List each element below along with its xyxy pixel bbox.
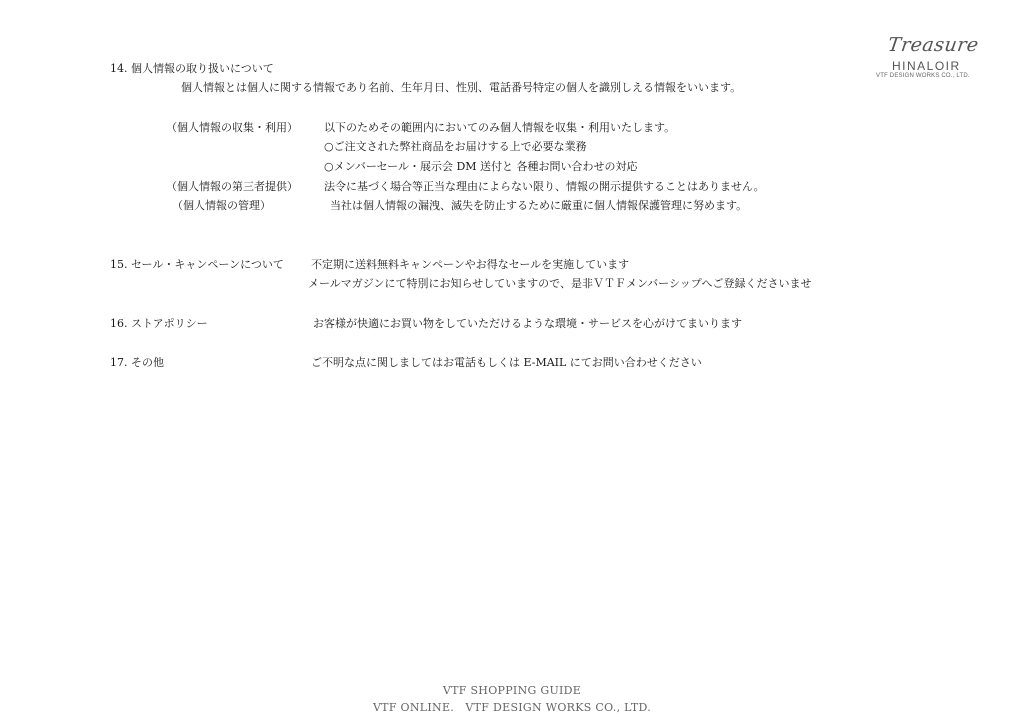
management-text: 当社は個人情報の漏洩、滅失を防止するために厳重に個人情報保護管理に努めます。 [330, 199, 748, 212]
footer-guide-title: VTF SHOPPING GUIDE [442, 684, 582, 697]
store-policy-text: お客様が快適にお買い物をしていただけるような環境・サービスを心がけてまいります [313, 317, 742, 330]
collect-bullet-2: ○メンバーセール・展示会 DM 送付と 各種お問い合わせの対応 [324, 160, 638, 173]
section-16-heading: 16. ストアポリシー [110, 317, 208, 330]
logo-brand-name: HINALOIR [892, 59, 961, 73]
logo-company-name: VTF DESIGN WORKS CO., LTD. [876, 73, 970, 79]
section-17-heading: 17. その他 [110, 356, 164, 369]
section-15-heading: 15. セール・キャンペーンについて [110, 258, 284, 271]
sale-text-2: メールマガジンにて特別にお知らせしていますので、是非ＶＴＦメンバーシップへご登録くださいませ [308, 277, 812, 290]
sale-text-1: 不定期に送料無料キャンペーンやお得なセールを実施しています [311, 258, 630, 271]
section-14-heading: 14. 個人情報の取り扱いについて [110, 62, 274, 75]
privacy-intro: 個人情報とは個人に関する情報であり名前、生年月日、性別、電話番号特定の個人を識別しえる情報をいいます。 [181, 81, 742, 94]
management-label: （個人情報の管理） [172, 199, 271, 212]
logo-script-text: Treasure [886, 34, 981, 56]
other-text: ご不明な点に関しましてはお電話もしくは E-MAIL にてお問い合わせください [311, 356, 702, 369]
footer-company: VTF ONLINE. VTF DESIGN WORKS CO., LTD. [372, 701, 652, 714]
collect-bullet-1: ○ご注文された弊社商品をお届けする上で必要な業務 [324, 140, 587, 153]
third-party-label: （個人情報の第三者提供） [166, 180, 298, 193]
third-party-text: 法令に基づく場合等正当な理由によらない限り、情報の開示提供することはありません。 [324, 180, 765, 193]
collect-text: 以下のためその範囲内においてのみ個人情報を収集・利用いたします。 [324, 121, 676, 134]
collect-label: （個人情報の収集・利用） [166, 121, 298, 134]
